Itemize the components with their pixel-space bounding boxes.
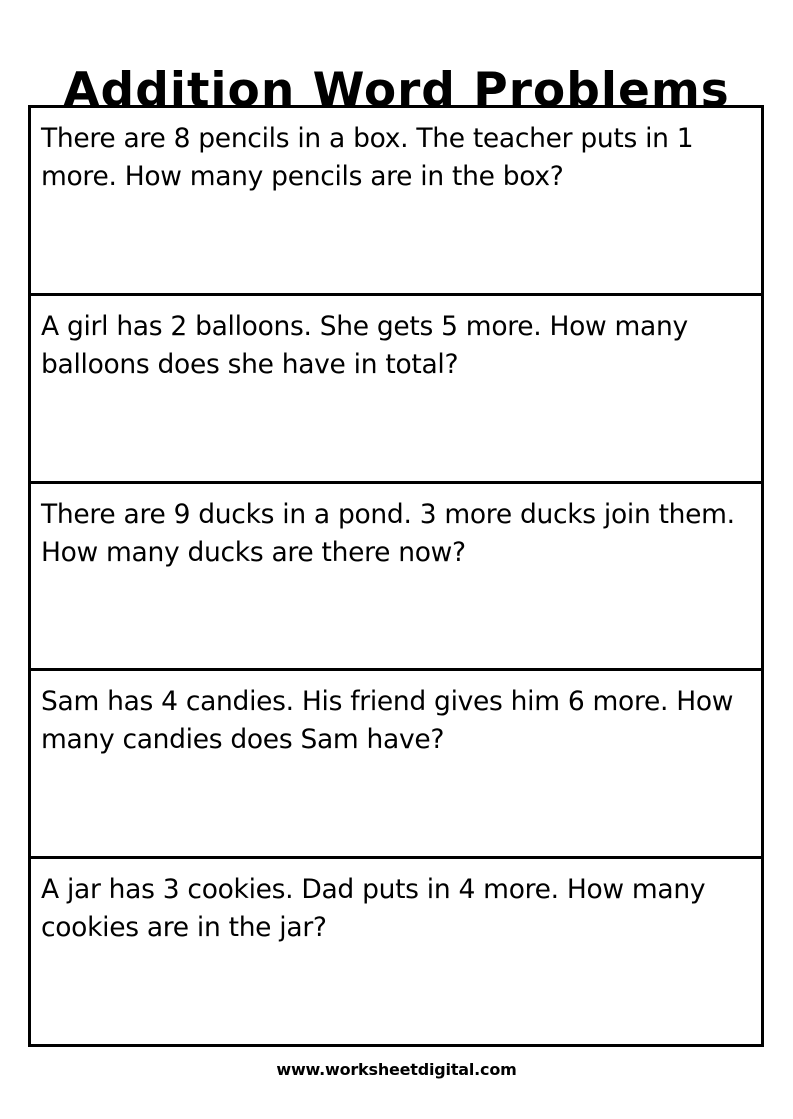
problem-text: A girl has 2 balloons. She gets 5 more. How many balloons does she have in total?	[41, 310, 688, 380]
problem-box-3	[31, 484, 761, 672]
problem-text: Sam has 4 candies. His friend gives him 6 more. How many candies does Sam have?	[41, 686, 734, 756]
problem-text: A jar has 3 cookies. Dad puts in 4 more. How many cookies are in the jar?	[41, 874, 706, 944]
problem-box-1	[31, 108, 761, 296]
problem-list	[28, 105, 764, 1047]
problem-text: There are 8 pencils in a box. The teacher puts in 1 more. How many pencils are in the box?	[41, 123, 694, 192]
problem-text: There are 9 ducks in a pond. 3 more ducks join them. How many ducks are there now?	[41, 498, 735, 568]
page-title: Addition Word Problems	[63, 63, 730, 119]
problem-box-4	[31, 671, 761, 859]
problem-box-5	[31, 859, 761, 1044]
footer-website: www.worksheetdigital.com	[276, 1060, 517, 1079]
problem-box-2	[31, 296, 761, 484]
